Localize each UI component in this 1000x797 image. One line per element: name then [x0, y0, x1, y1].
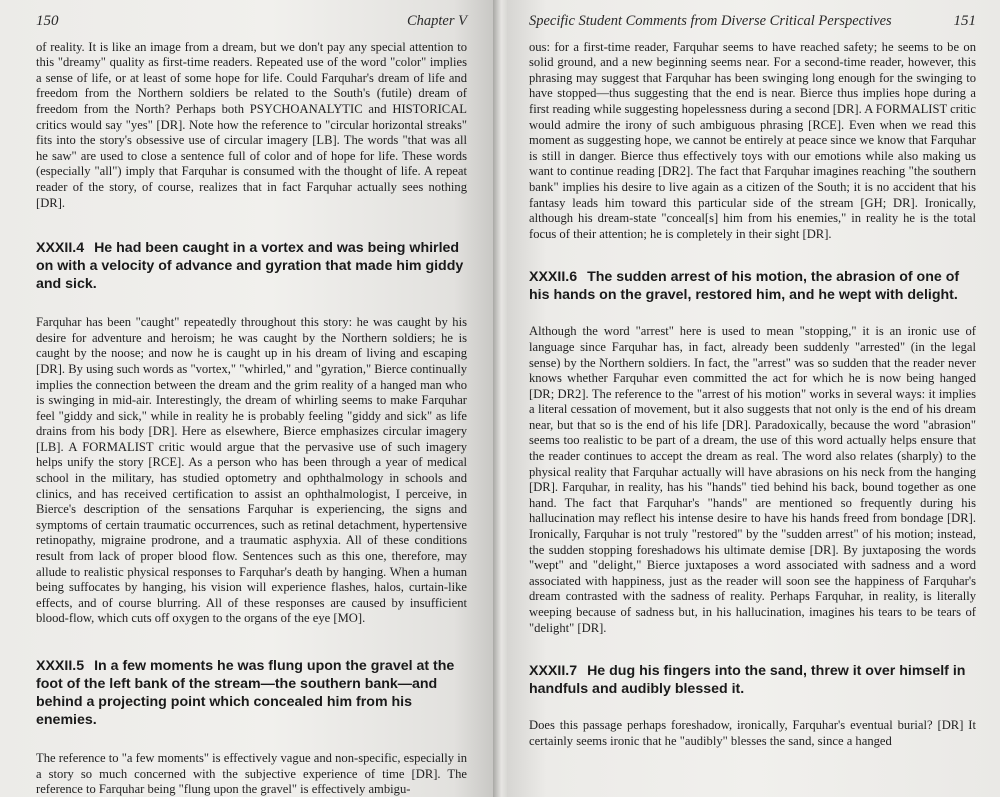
section-title: In a few moments he was flung upon the gravel at the foot of the left bank of the stream—the southern bank—and behind a projecting point which concealed him from his enemies. — [36, 658, 455, 728]
section-paragraph: The reference to "a few moments" is effectively vague and non-specific, especially in a story so much concerned with the subjective experience of time [DR]. The reference to Farquhar being "flung upon the gravel" is effectively ambigu- — [36, 751, 467, 797]
right-page-header — [529, 14, 976, 30]
continuation-paragraph: of reality. It is like an image from a dream, but we don't pay any special attention to this "dreamy" quality as first-time readers. Repeated use of the word "color" implies a sense of life, or at least of some hope for life. Could Farquhar's dream of life and freedom from the Northern soldiers be related to the South's (futile) dream of freedom from the North? Perhaps both PSYCHOANALYTIC and HISTORICAL critics would say "yes" [DR]. Note how the reference to "circular horizontal streaks" fits into the story's obsessive use of circular imagery [LB]. The words "that was all he saw" are used to close a sentence full of color and of hope for life. These words (especially "all") imply that Farquhar is consumed with the thought of life. A repeat reader of the story, of course, realizes that in fact Farquhar actually sees nothing [DR]. — [36, 39, 467, 210]
section-number: XXXII.6 — [529, 269, 578, 286]
continuation-paragraph: ous: for a first-time reader, Farquhar seems to have reached safety; he seems to be on solid ground, and a new beginning seems near. For a second-time reader, however, this phrasing may suggest that Farquhar has been swinging long enough for the swinging to have stopped—thus suggesting that the end is near. Bierce thus implies hope during a first reading while suggesting hopelessness during a second [DR]. A FORMALIST critic would admire the irony of such ambiguous phrasing [RCE]. Even when we read this moment as suggesting hope, we cannot be entirely at peace since we know that Farquhar is still in danger. Bierce thus effectively toys with our emotions while also making us want to continue reading [DR2]. The fact that Farquhar imagines reaching "the southern bank" implies his desire to live again as a citizen of the South; it is no accident that his fantasy leads him toward this particular side of the stream [GH; DR]. Ironically, although his dream-state "conceal[s] him from his enemies," in reality he is the total focus of their attention; he is completely in their sight [DR]. — [529, 39, 976, 241]
section-heading — [36, 239, 467, 293]
page-number: 150 — [36, 13, 59, 29]
right-page — [507, 0, 1000, 797]
section-heading — [36, 657, 467, 729]
section-title: He had been caught in a vortex and was being whirled on with a velocity of advance and gyration that made him giddy and sick. — [36, 240, 464, 293]
running-head: Chapter V — [406, 13, 467, 29]
section-paragraph: Farquhar has been "caught" repeatedly throughout this story: he was caught by his desire for adventure and heroism; he was caught by the Northern soldiers; he is caught by the noose; and now he is caught up in his dream of living and escaping [DR]. By using such words as "vortex," "whirled," and "gyration," Bierce continually implies the connection between the dream and the grim reality of a hanged man who is swinging in mid-air. Interestingly, the dream of whirling seems to make Farquhar feel "giddy and sick," while in reality he is probably feeling "giddy and sick" as life drains from his body [DR]. Here as elsewhere, Bierce emphasizes circular imagery [LB]. A FORMALIST critic would argue that the pervasive use of such imagery helps unify the story [RCE]. As a person who has been through a year of medical school in the military, has studied optometry and ophthalmology in schools and clinics, and has received certification to assist an ophthalmologist, I perceive, in Bierce's description of the sensations Farquhar is experiencing, the signs and symptoms of certain traumatic occurrences, such as retinal detachment, hypertensive retinopathy, migraine prodrone, and a traumatic asphyxia. All of these conditions result from lack of proper blood flow. Sentences such as this one, therefore, may allude to realistic physical responses to Farquhar's death by hanging. When a human being suffocates by hanging, his vision will experience flashes, halos, curtain-like effects, and of course blurring. All of these responses are caused by insufficient blood-flow, which cuts off oxygen to the organs of the eye [MO]. — [36, 315, 467, 626]
section-paragraph: Does this passage perhaps foreshadow, ironically, Farquhar's eventual burial? [DR] It certainly seems ironic that he "audibly" blesses the sand, since a hanged — [529, 718, 976, 748]
section-title: He dug his fingers into the sand, threw it over himself in handfuls and audibly blessed it. — [529, 663, 966, 698]
book-gutter — [493, 0, 507, 797]
section-heading — [529, 662, 976, 698]
left-page-header — [36, 14, 467, 30]
section-number: XXXII.4 — [36, 240, 85, 257]
section-number: XXXII.7 — [529, 663, 578, 680]
section-title: The sudden arrest of his motion, the abrasion of one of his hands on the gravel, restored him, and he wept with delight. — [529, 269, 960, 304]
page-number: 151 — [953, 13, 976, 29]
running-head: Specific Student Comments from Diverse Critical Perspectives — [529, 13, 892, 29]
section-heading — [529, 268, 976, 304]
section-number: XXXII.5 — [36, 658, 85, 674]
left-page — [0, 0, 493, 797]
section-paragraph: Although the word "arrest" here is used to mean "stopping," it is an ironic use of language since Farquhar has, in fact, already been suddenly "arrested" (in the legal sense) by the Northern soldiers. In fact, the "arrest" was so sudden that the reader never knows whether Farquhar even committed the act for which he is now being hanged [DR; DR2]. The reference to the "arrest of his motion" works in several ways: it implies a literal cessation of movement, but it also suggests that not only is the end of his dream near, but that so is the end of his life [DR]. Paradoxically, because the word "abrasion" seems too realistic to be part of a dream, the use of this word actually helps ensure that the reader continues to accept the dream as real. The word also relates (sharply) to the physical reality that Farquhar actually will have abrasions on his neck from the hanging [DR]. Farquhar, in reality, has his "hands" tied behind his back, bound together as one hand. The fact that Farquhar's "hands" are mentioned so frequently during his hallucination may reflect his intense desire to have his hands freed from bondage [DR]. Ironically, Farquhar is not truly "restored" by the "sudden arrest" of his motion; instead, the sudden stopping foreshadows his ultimate demise [DR]. By juxtaposing the words "wept" and "delight," Bierce juxtaposes a word associated with sadness and a word associated with happiness, just as the reader will soon see the happiness of Farquhar's dream contrasted with the sadness of reality. Perhaps Farquhar, in reality, is literally weeping because of sadness but, in his hallucination, imagines his tears to be tears of "delight" [DR]. — [529, 324, 976, 635]
